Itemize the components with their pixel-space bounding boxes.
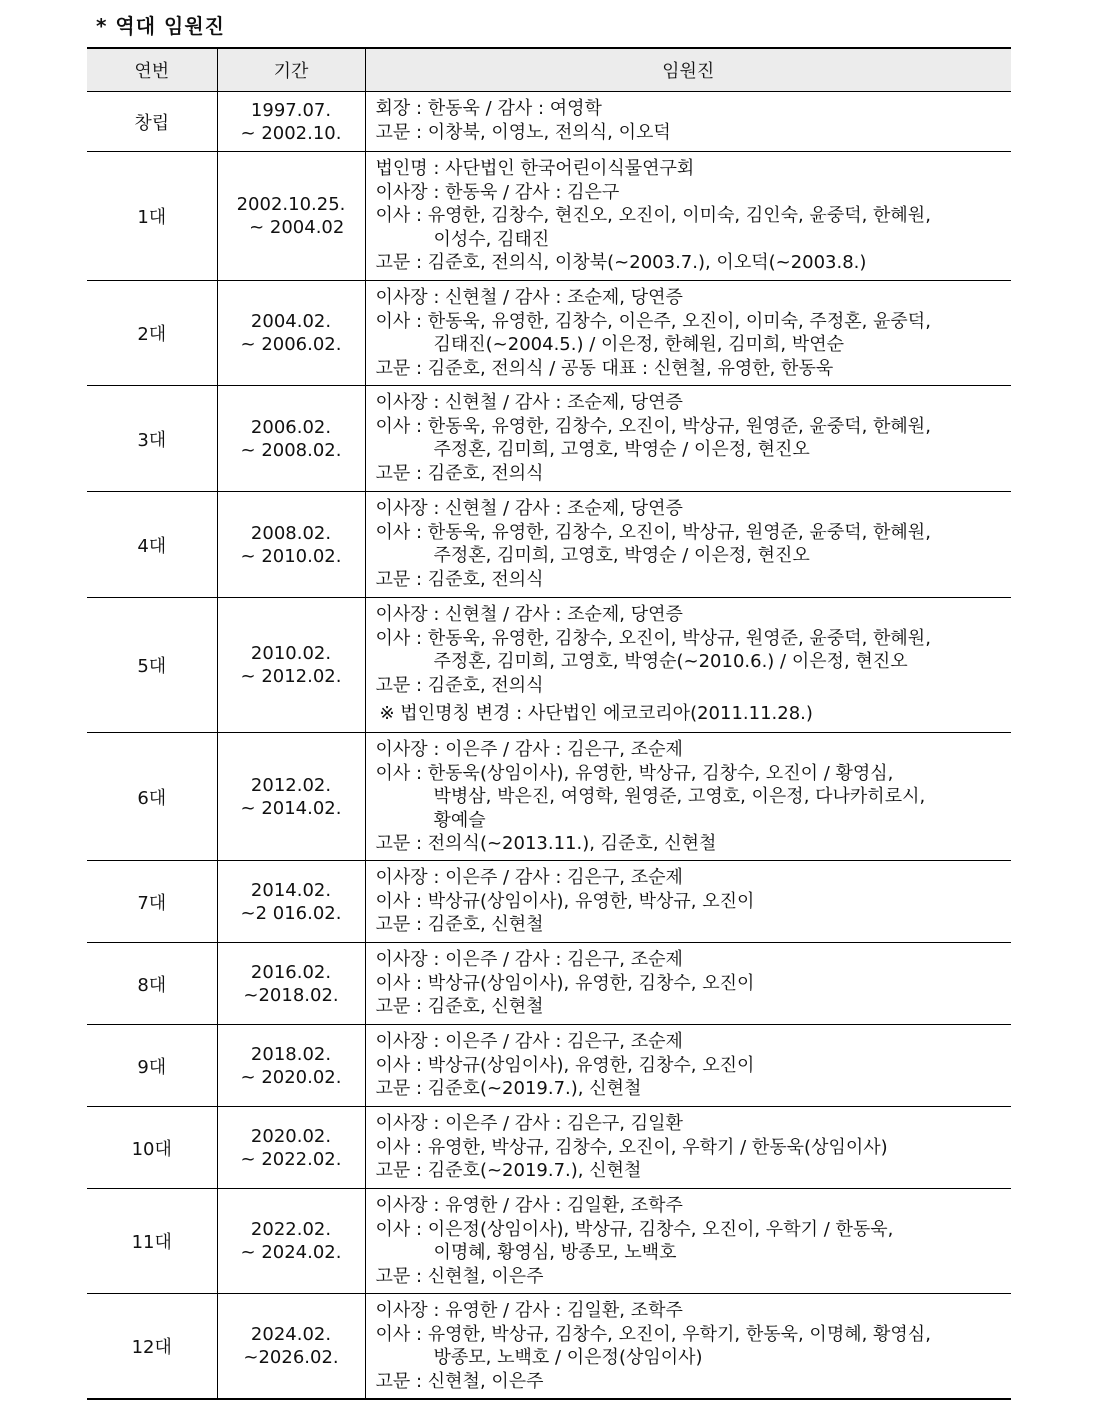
period-start: 2006.02. (250, 416, 332, 438)
period-end: ~ 2006.02. (240, 334, 342, 355)
table-row (87, 943, 1011, 1025)
officers-cell (365, 386, 1011, 492)
officer-line: 이사 : 한동욱(상임이사), 유영한, 박상규, 김창수, 오진이 / 황영심, (375, 762, 894, 784)
period-cell (217, 943, 365, 1025)
section-title: * 역대 임원진 (96, 14, 225, 38)
period-cell (217, 492, 365, 598)
header-officers: 임원진 (365, 48, 1011, 92)
officer-line: 황예슬 (433, 809, 486, 831)
period-cell (217, 1025, 365, 1107)
period-end: ~ 2010.02. (240, 545, 342, 567)
officer-line: 이사장 : 이은주 / 감사 : 김은구, 조순제 (375, 1031, 683, 1052)
officer-line: 박병삼, 박은진, 여영학, 원영준, 고영호, 이은정, 다나카히로시, (433, 786, 926, 808)
table-row (87, 1189, 1011, 1294)
note-line: ※ 법인명칭 변경 : 사단법인 에코코리아(2011.11.28.) (379, 703, 813, 725)
period-end: ~ 2022.02. (240, 1148, 342, 1170)
table-row (87, 281, 1011, 386)
table-body (87, 92, 1011, 1399)
header-generation: 연번 (87, 48, 217, 92)
table-row (87, 733, 1011, 861)
table-row (87, 492, 1011, 598)
officer-line: 이명혜, 황영심, 방종모, 노백호 (433, 1242, 677, 1264)
officer-line: 이사 : 유영한, 박상규, 김창수, 오진이, 우학기, 한동욱, 이명혜, 황영심, (375, 1323, 931, 1345)
officer-line: 고문 : 김준호, 전의식 (375, 462, 544, 484)
officer-line: 고문 : 김준호, 전의식 (375, 674, 544, 696)
generation-cell: 10대 (87, 1107, 217, 1189)
period-start: 2018.02. (250, 1043, 332, 1065)
officers-table (87, 47, 1011, 1400)
period-cell (217, 386, 365, 492)
officer-line: 주정혼, 김미희, 고영호, 박영순 / 이은정, 현진오 (433, 439, 810, 461)
officer-line: 이사장 : 신현철 / 감사 : 조순제, 당연증 (375, 498, 683, 519)
officers-cell (365, 152, 1011, 281)
generation-cell: 9대 (87, 1025, 217, 1107)
period-cell (217, 861, 365, 943)
period-end: ~2 016.02. (240, 902, 342, 924)
officer-line: 이사 : 박상규(상임이사), 유영한, 박상규, 오진이 (375, 890, 755, 912)
officer-line: 이사장 : 유영한 / 감사 : 김일환, 조학주 (375, 1195, 683, 1216)
header-period: 기간 (217, 48, 365, 92)
officer-line: 이사 : 유영한, 김창수, 현진오, 오진이, 이미숙, 김인숙, 윤중덕, 한혜원, (375, 205, 931, 227)
officer-line: 이사장 : 신현철 / 감사 : 조순제, 당연증 (375, 392, 683, 413)
table-row (87, 1025, 1011, 1107)
period-end: ~ 2004.02 (237, 217, 345, 238)
officer-line: 주정혼, 김미희, 고영호, 박영순(~2010.6.) / 이은정, 현진오 (433, 651, 908, 673)
generation-cell: 2대 (87, 281, 217, 386)
officer-line: 이사장 : 이은주 / 감사 : 김은구, 조순제 (375, 867, 683, 888)
period-cell (217, 598, 365, 733)
table-row (87, 1107, 1011, 1189)
officer-line: 이사장 : 신현철 / 감사 : 조순제, 당연증 (375, 604, 683, 625)
officers-cell (365, 1025, 1011, 1107)
period-end: ~ 2014.02. (240, 797, 342, 819)
generation-cell: 11대 (87, 1189, 217, 1294)
table-row (87, 861, 1011, 943)
officer-line: 고문 : 이창북, 이영노, 전의식, 이오덕 (375, 121, 671, 143)
officers-cell (365, 492, 1011, 598)
period-start: 2008.02. (250, 522, 332, 544)
period-start: 2024.02. (250, 1323, 332, 1345)
period-start: 2022.02. (250, 1219, 332, 1240)
period-start: 2002.10.25. (236, 194, 346, 215)
generation-cell: 3대 (87, 386, 217, 492)
officer-line: 이사 : 박상규(상임이사), 유영한, 김창수, 오진이 (375, 972, 755, 994)
period-start: 2010.02. (250, 643, 332, 664)
table-row (87, 386, 1011, 492)
period-end: ~ 2024.02. (240, 1242, 342, 1263)
period-cell (217, 1107, 365, 1189)
generation-cell: 5대 (87, 598, 217, 733)
period-cell (217, 1189, 365, 1294)
officers-cell (365, 281, 1011, 386)
period-end: ~ 2008.02. (240, 439, 342, 461)
table-row (87, 92, 1011, 152)
officer-line: 법인명 : 사단법인 한국어린이식물연구회 (375, 158, 695, 179)
period-cell (217, 733, 365, 861)
officer-line: 고문 : 전의식(~2013.11.), 김준호, 신현철 (375, 833, 717, 855)
period-cell (217, 152, 365, 281)
period-end: ~ 2002.10. (240, 122, 342, 144)
generation-cell: 6대 (87, 733, 217, 861)
table-row (87, 598, 1011, 733)
officer-line: 이사장 : 이은주 / 감사 : 김은구, 조순제 (375, 949, 683, 970)
officer-line: 이사장 : 이은주 / 감사 : 김은구, 김일환 (375, 1113, 683, 1134)
officers-cell (365, 733, 1011, 861)
officer-line: 고문 : 신현철, 이은주 (375, 1265, 544, 1287)
generation-cell: 1대 (87, 152, 217, 281)
officer-line: 이사 : 한동욱, 유영한, 김창수, 오진이, 박상규, 원영준, 윤중덕, 한혜원, (375, 521, 931, 543)
period-cell (217, 1294, 365, 1399)
period-end: ~ 2012.02. (240, 666, 342, 687)
officer-line: 고문 : 김준호, 전의식 / 공동 대표 : 신현철, 유영한, 한동욱 (375, 357, 834, 379)
officers-cell (365, 598, 1011, 733)
officers-cell (365, 1294, 1011, 1399)
officer-line: 고문 : 김준호, 신현철 (375, 996, 544, 1018)
period-start: 2004.02. (250, 311, 332, 332)
officer-line: 고문 : 김준호(~2019.7.), 신현철 (375, 1160, 642, 1182)
officers-cell (365, 943, 1011, 1025)
officer-line: 방종모, 노백호 / 이은정(상임이사) (433, 1347, 703, 1369)
officer-line: 이사 : 박상규(상임이사), 유영한, 김창수, 오진이 (375, 1054, 755, 1076)
generation-cell: 12대 (87, 1294, 217, 1399)
period-start: 1997.07. (250, 99, 332, 121)
officers-cell (365, 861, 1011, 943)
table-row (87, 152, 1011, 281)
officer-line: 김태진(~2004.5.) / 이은정, 한혜원, 김미희, 박연순 (433, 334, 844, 356)
generation-cell: 4대 (87, 492, 217, 598)
period-cell (217, 281, 365, 386)
period-end: ~2026.02. (243, 1346, 339, 1368)
officer-line: 이사 : 유영한, 박상규, 김창수, 오진이, 우학기 / 한동욱(상임이사) (375, 1136, 888, 1158)
officer-line: 고문 : 김준호, 신현철 (375, 914, 544, 936)
period-cell (217, 92, 365, 152)
officer-line: 회장 : 한동욱 / 감사 : 여영학 (375, 98, 602, 119)
officer-line: 주정혼, 김미희, 고영호, 박영순 / 이은정, 현진오 (433, 545, 810, 567)
officers-cell (365, 92, 1011, 152)
generation-cell: 8대 (87, 943, 217, 1025)
officer-line: 고문 : 신현철, 이은주 (375, 1370, 544, 1392)
officer-line: 이사장 : 한동욱 / 감사 : 김은구 (375, 181, 620, 203)
officer-line: 고문 : 김준호, 전의식 (375, 568, 544, 590)
officer-line: 이사장 : 이은주 / 감사 : 김은구, 조순제 (375, 739, 683, 760)
officer-line: 고문 : 김준호, 전의식, 이창북(~2003.7.), 이오덕(~2003.8.) (375, 252, 867, 274)
table-header-row (87, 48, 1011, 92)
generation-cell: 7대 (87, 861, 217, 943)
period-end: ~ 2020.02. (240, 1066, 342, 1088)
period-start: 2020.02. (250, 1125, 332, 1147)
officer-line: 이사 : 한동욱, 유영한, 김창수, 오진이, 박상규, 원영준, 윤중덕, 한혜원, (375, 627, 931, 649)
officers-cell (365, 1107, 1011, 1189)
period-start: 2012.02. (250, 774, 332, 796)
generation-cell: 창립 (87, 92, 217, 152)
period-start: 2016.02. (250, 961, 332, 983)
officers-cell (365, 1189, 1011, 1294)
officer-line: 이성수, 김태진 (433, 228, 550, 250)
table-row (87, 1294, 1011, 1399)
officer-line: 이사 : 한동욱, 유영한, 김창수, 오진이, 박상규, 원영준, 윤중덕, 한혜원, (375, 415, 931, 437)
officer-line: 이사 : 이은정(상임이사), 박상규, 김창수, 오진이, 우학기 / 한동욱, (375, 1218, 894, 1240)
period-start: 2014.02. (250, 879, 332, 901)
officer-line: 이사장 : 유영한 / 감사 : 김일환, 조학주 (375, 1300, 683, 1321)
officer-line: 이사 : 한동욱, 유영한, 김창수, 이은주, 오진이, 이미숙, 주정혼, 윤중덕, (375, 310, 931, 332)
officer-line: 이사장 : 신현철 / 감사 : 조순제, 당연증 (375, 287, 683, 308)
period-end: ~2018.02. (243, 984, 339, 1006)
officer-line: 고문 : 김준호(~2019.7.), 신현철 (375, 1078, 642, 1100)
